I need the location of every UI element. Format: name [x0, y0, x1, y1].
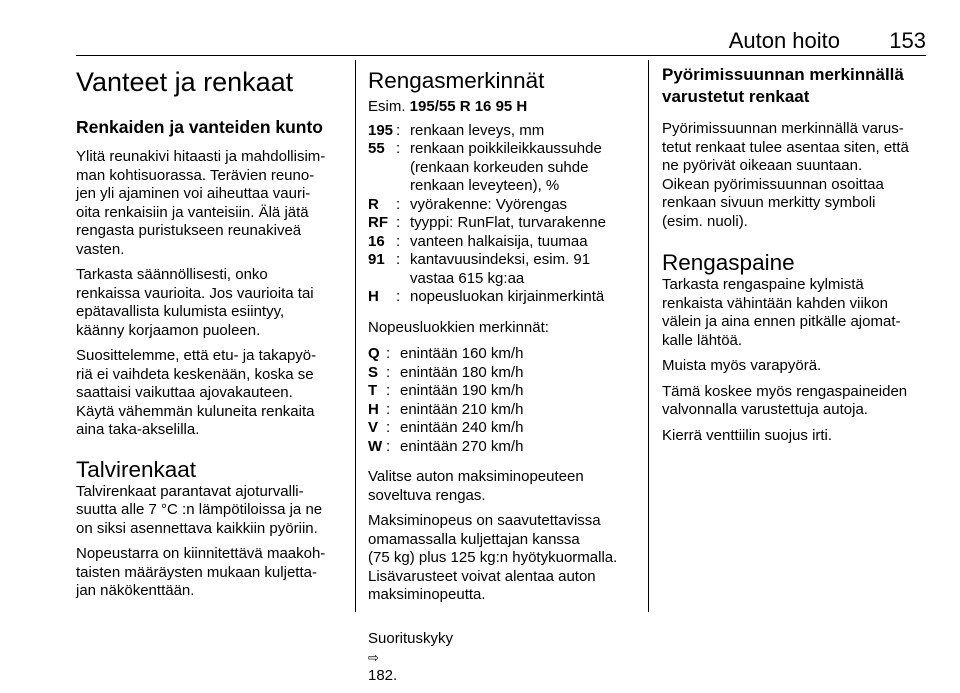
paragraph: Muista myös varapyörä. [662, 357, 822, 374]
column-1 [76, 60, 344, 608]
definition-code: RF [368, 214, 388, 231]
definition-code: 16 [368, 232, 385, 250]
header-title: Auton hoito [728, 28, 840, 53]
paragraph: Talvirenkaat parantavat ajoturvalli- suutta alle 7 °C :n lämpötiloissa ja ne on siksi asennettava kaikkiin pyöriin. [76, 482, 323, 537]
paragraph: Nopeustarra on kiinnitettävä maakoh- taisten määräysten mukaan kuljetta- jan näkökenttään. [76, 545, 326, 599]
column-divider [355, 60, 356, 612]
speed-code: H [368, 400, 379, 418]
definition-desc: vanteen halkaisija, tuumaa [410, 232, 588, 250]
definition-row: 55 : renkaan poikkileikkaussuhde (renkaan korkeuden suhde renkaan leveyteen), % [368, 140, 634, 196]
subsection-title-directional-tires: Pyörimissuunnan merkinnällä varustetut renkaat [662, 65, 904, 106]
section-title-rims-tires: Vanteet ja renkaat [76, 67, 294, 97]
definition-desc: nopeusluokan kirjainmerkintä [410, 288, 605, 305]
definition-desc: renkaan poikkileikkaussuhde (renkaan korkeuden suhde renkaan leveyteen), % [410, 140, 602, 194]
definition-code: 195 [368, 121, 394, 139]
reference-page[interactable]: 182. [368, 667, 398, 684]
definition-code: H [368, 288, 379, 305]
section-title-winter-tires: Talvirenkaat [76, 456, 197, 482]
paragraph: Maksiminopeus on saavutettavissa omamassalla kuljettajan kanssa (75 kg) plus 125 kg:n hyötykuormalla. Lisävarusteet voivat alentaa auton maksiminopeutta. [368, 512, 618, 603]
definition-row: RF : tyyppi: RunFlat, turvarakenne [368, 214, 634, 233]
paragraph: Ylitä reunakivi hitaasti ja mahdollisim- man kohtisuorassa. Terävien reuno- jen yli ajaminen voi aiheuttaa vauri- oita renkaisiin ja vanteisiin. Älä jätä rengasta puristukseen reunakiveä vasten. [76, 148, 326, 258]
speed-class-list [368, 345, 634, 456]
speed-class-row: V : enintään 240 km/h [368, 419, 634, 438]
speed-class-row: T : enintään 190 km/h [368, 382, 634, 401]
speed-code: Q [368, 345, 380, 362]
page-header [76, 22, 926, 52]
subsection-title-condition: Renkaiden ja vanteiden kunto [76, 117, 323, 137]
section-title-tire-markings: Rengasmerkinnät [368, 68, 545, 93]
column-divider [648, 60, 649, 612]
definition-row: 16 : vanteen halkaisija, tuumaa [368, 233, 634, 252]
definition-code: 91 [368, 251, 385, 268]
speed-class-row: H : enintään 210 km/h [368, 401, 634, 420]
speed-class-row: S : enintään 180 km/h [368, 364, 634, 383]
speed-desc: enintään 180 km/h [400, 363, 524, 381]
example-code: 195/55 R 16 95 H [409, 98, 528, 115]
paragraph: Valitse auton maksiminopeuteen soveltuva rengas. [368, 468, 584, 504]
paragraph: Suosittelemme, että etu- ja takapyö- riä ei vaihdeta keskenään, koska se saattaisi vaikuttaa ajovakauteen. Käytä vähemmän kuluneita renkaita aina taka-akselilla. [76, 347, 317, 438]
marking-definitions [368, 122, 634, 307]
definition-row: 195 : renkaan leveys, mm [368, 122, 634, 141]
example-prefix: Esim. [368, 98, 406, 115]
paragraph: Pyörimissuunnan merkinnällä varus- tetut renkaat tulee asentaa siten, että ne pyörivät oikeaan suuntaan. Oikean pyörimissuunnan osoittaa renkaan sivuun merkitty symboli (esim. nuoli). [662, 120, 909, 230]
column-2 [368, 60, 634, 693]
definition-desc: renkaan leveys, mm [410, 121, 545, 139]
section-title-tire-pressure: Rengaspaine [662, 250, 795, 275]
speed-code: V [368, 419, 379, 436]
paragraph: Tämä koskee myös rengaspaineiden valvonnalla varustettuja autoja. [662, 382, 908, 418]
column-3 [662, 60, 928, 452]
paragraph: Tarkasta säännöllisesti, onko renkaissa vaurioita. Jos vaurioita tai epätavallista kulumista esiintyy, käänny korjaamon puoleen. [76, 266, 314, 339]
speed-desc: enintään 240 km/h [400, 419, 524, 436]
definition-row: 91 : kantavuusindeksi, esim. 91 vastaa 615 kg:aa [368, 251, 634, 288]
reference-text: Suorituskyky [368, 630, 454, 647]
arrow-right-icon: ⇨ [368, 649, 379, 665]
speed-desc: enintään 160 km/h [400, 345, 524, 362]
speed-intro: Nopeusluokkien merkinnät: [368, 318, 549, 336]
definition-desc: kantavuusindeksi, esim. 91 vastaa 615 kg:aa [410, 251, 591, 287]
definition-desc: vyörakenne: Vyörengas [410, 195, 568, 213]
speed-code: T [368, 382, 378, 399]
cross-reference[interactable] [368, 612, 634, 686]
definition-row: H : nopeusluokan kirjainmerkintä [368, 288, 634, 307]
speed-desc: enintään 210 km/h [400, 400, 524, 418]
speed-desc: enintään 270 km/h [400, 437, 524, 455]
speed-desc: enintään 190 km/h [400, 382, 524, 399]
definition-code: R [368, 195, 379, 213]
speed-class-row: W : enintään 270 km/h [368, 438, 634, 457]
definition-code: 55 [368, 140, 385, 157]
speed-code: S [368, 363, 379, 381]
definition-desc: tyyppi: RunFlat, turvarakenne [410, 214, 606, 231]
paragraph: Kierrä venttiilin suojus irti. [662, 426, 833, 444]
paragraph: Tarkasta rengaspaine kylmistä renkaista vähintään kahden viikon välein ja aina ennen pitkälle ajomat- kalle lähtöä. [662, 276, 901, 349]
header-rule [76, 55, 926, 56]
speed-class-row: Q : enintään 160 km/h [368, 345, 634, 364]
definition-row: R : vyörakenne: Vyörengas [368, 196, 634, 215]
example-line [368, 98, 634, 117]
page-number: 153 [889, 28, 926, 53]
speed-code: W [368, 437, 383, 455]
